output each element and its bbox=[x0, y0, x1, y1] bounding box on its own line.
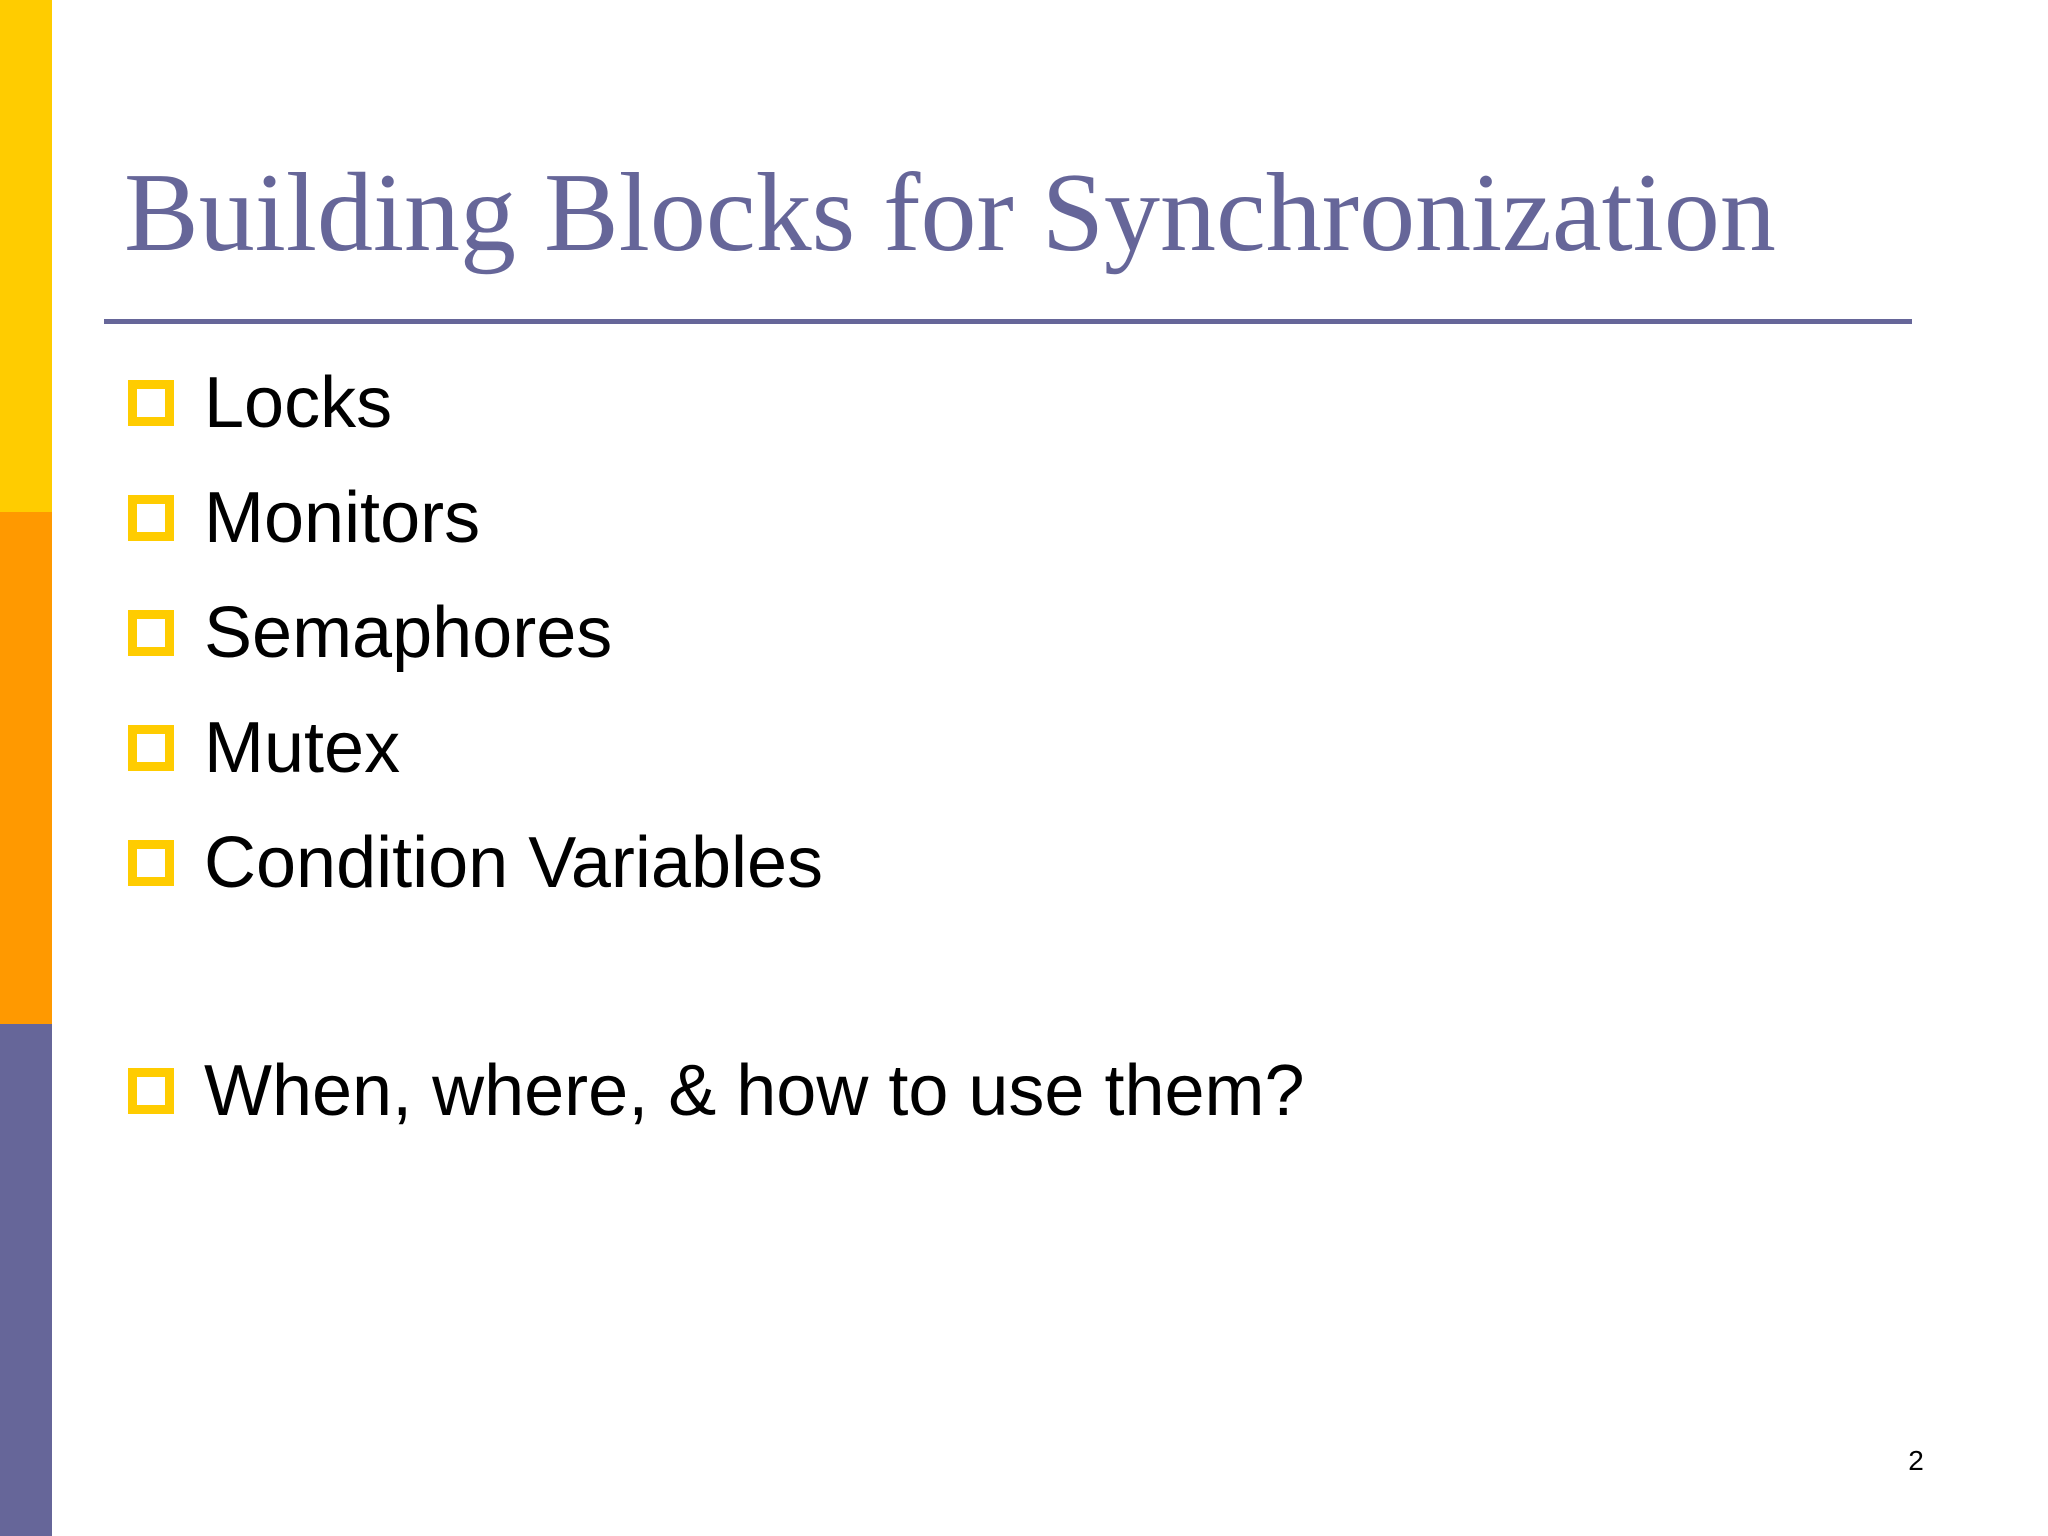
bullet-item-mutex bbox=[128, 703, 400, 793]
page-number: 2 bbox=[1908, 1445, 1924, 1476]
bullet-item-semaphores bbox=[128, 588, 612, 678]
hollow-square-bullet-icon bbox=[128, 840, 174, 886]
hollow-square-bullet-icon bbox=[128, 1068, 174, 1114]
hollow-square-bullet-icon bbox=[128, 725, 174, 771]
bullet-text: When, where, & how to use them? bbox=[204, 1051, 1305, 1131]
bullet-text: Locks bbox=[204, 363, 393, 443]
bullet-item-monitors bbox=[128, 473, 480, 563]
bullet-item-locks bbox=[128, 358, 392, 448]
hollow-square-bullet-icon bbox=[128, 610, 174, 656]
accent-bar-yellow-segment bbox=[0, 0, 52, 512]
bullet-text: Mutex bbox=[204, 708, 401, 788]
bullet-text: Semaphores bbox=[204, 593, 613, 673]
side-accent-bar bbox=[0, 0, 52, 1536]
accent-bar-orange-segment bbox=[0, 512, 52, 1024]
hollow-square-bullet-icon bbox=[128, 380, 174, 426]
title-underline bbox=[104, 319, 1912, 324]
slide-title: Building Blocks for Synchronization bbox=[124, 151, 1776, 275]
bullet-text: Condition Variables bbox=[204, 823, 824, 903]
hollow-square-bullet-icon bbox=[128, 495, 174, 541]
bullet-text: Monitors bbox=[204, 478, 481, 558]
bullet-item-condition-variables bbox=[128, 818, 823, 908]
bullet-item-question bbox=[128, 1046, 1305, 1136]
accent-bar-purple-segment bbox=[0, 1024, 52, 1536]
